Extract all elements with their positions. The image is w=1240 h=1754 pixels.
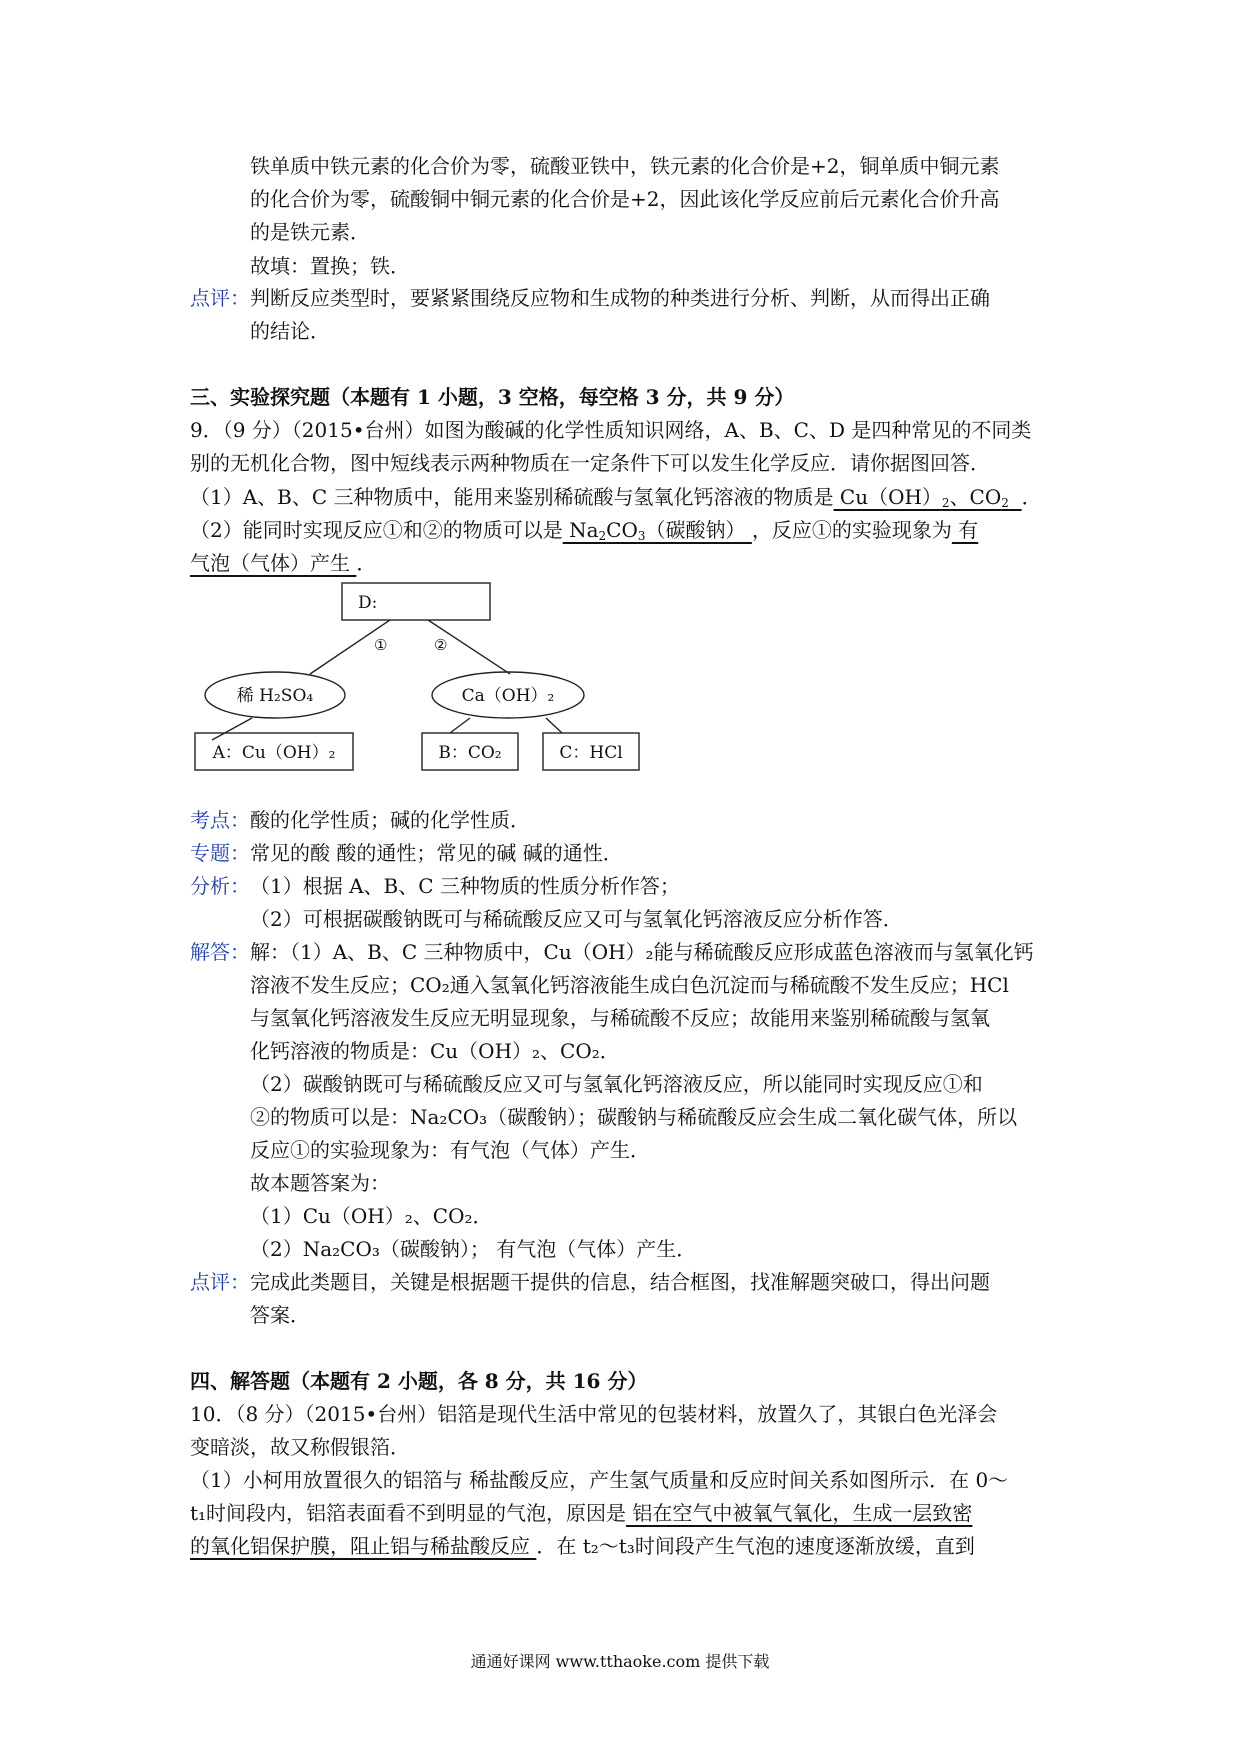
text-line: 故填：置换；铁． [250, 254, 410, 278]
answer-blank: $Cu(OH)_2$、$CO_2$ [833, 485, 1009, 510]
jieda-text: ②的物质可以是：Na₂CO₃（碳酸钠）；碳酸钠与稀硫酸反应会生成二氧化碳气体，所以 [250, 1105, 1018, 1129]
text-line: 的结论． [250, 319, 330, 343]
question-text: 10．（8 分）（2015•台州）铝箔是现代生活中常见的包装材料，放置久了，其银白色光泽会 [190, 1402, 998, 1426]
answer-blank: 铝在空气中被氧气氧化，生成一层致密 [626, 1501, 973, 1525]
dianping-text: 答案． [250, 1303, 310, 1327]
a-label: A：Cu（OH）₂ [212, 743, 336, 763]
answer-blank: $Na_2CO_3$（碳酸钠） [562, 518, 752, 543]
sub-question-2-cont: 气泡（气体）产生 ． [190, 551, 377, 575]
text-line: 的是铁元素． [250, 220, 370, 244]
connector-line [450, 718, 470, 733]
question-text: 别的无机化合物，图中短线表示两种物质在一定条件下可以发生化学反应．请你据图回答． [190, 451, 990, 475]
fenxi-text: （1）根据 A、B、C 三种物质的性质分析作答； [250, 874, 680, 898]
zhuanti-label: 专题： [190, 841, 250, 865]
question-text: t₁时间段内，铝箔表面看不到明显的气泡，原因是 铝在空气中被氧气氧化，生成一层致密 [190, 1501, 973, 1525]
fenxi-label: 分析： [190, 874, 250, 898]
c-label: C：HCl [559, 743, 623, 763]
dianping-text: 完成此类题目，关键是根据题干提供的信息，结合框图，找准解题突破口，得出问题 [250, 1270, 990, 1294]
answer-blank: 有 [951, 518, 979, 542]
question-text: 9．（9 分）（2015•台州）如图为酸碱的化学性质知识网络，A、B、C、D 是四种常见的不同类 [190, 418, 1032, 442]
jieda-text: （1）Cu（OH）₂、CO₂． [250, 1204, 493, 1228]
sub-question-2: （2）能同时实现反应①和②的物质可以是 $Na_2CO_3$（碳酸钠） ，反应①的实验现象为 有 [190, 518, 979, 543]
question-text: 的氧化铝保护膜，阻止铝与稀盐酸反应 ．在 t₂～t₃时间段产生气泡的速度逐渐放缓，直到 [190, 1534, 975, 1558]
jieda-text: （2）Na₂CO₃（碳酸钠）； 有气泡（气体）产生． [250, 1237, 697, 1261]
jieda-text: 反应①的实验现象为：有气泡（气体）产生． [250, 1138, 650, 1162]
kaodian-label: 考点： [190, 808, 250, 832]
jieda-text: 解：（1）A、B、C 三种物质中，Cu（OH）₂能与稀硫酸反应形成蓝色溶液而与氢氧化钙 [250, 940, 1034, 964]
reaction-mark-1: ① [374, 636, 388, 654]
jieda-text: 与氢氧化钙溶液发生反应无明显现象，与稀硫酸不反应；故能用来鉴别稀硫酸与氢氧 [250, 1006, 990, 1030]
text-line: 的化合价为零，硫酸铜中铜元素的化合价是+2，因此该化学反应前后元素化合价升高 [250, 187, 1000, 211]
reaction-diagram [190, 578, 650, 776]
connector-line [546, 718, 562, 733]
text-line: 判断反应类型时，要紧紧围绕反应物和生成物的种类进行分析、判断，从而得出正确 [250, 286, 990, 310]
answer-blank: 气泡（气体）产生 [190, 551, 357, 575]
sub-question-1: （1）A、B、C 三种物质中，能用来鉴别稀硫酸与氢氧化钙溶液的物质是 $Cu(OH)_2$、$CO_2$ ． [190, 485, 1042, 510]
reaction-mark-2: ② [434, 636, 448, 654]
dianping-label: 点评： [190, 1270, 250, 1294]
connector-line [212, 718, 252, 740]
jieda-text: 故本题答案为： [250, 1171, 390, 1195]
jieda-label: 解答： [190, 940, 250, 964]
base-label: Ca（OH）₂ [461, 686, 555, 706]
jieda-text: （2）碳酸钠既可与稀硫酸反应又可与氢氧化钙溶液反应，所以能同时实现反应①和 [250, 1072, 983, 1096]
fenxi-text: （2）可根据碳酸钠既可与稀硫酸反应又可与氢氧化钙溶液反应分析作答． [250, 907, 903, 931]
acid-label: 稀 H₂SO₄ [236, 686, 314, 706]
jieda-text: 溶液不发生反应；CO₂通入氢氧化钙溶液能生成白色沉淀而与稀硫酸不发生反应；HCl [250, 973, 1009, 997]
section-heading: 三、实验探究题（本题有 1 小题，3 空格，每空格 3 分，共 9 分） [190, 385, 795, 409]
question-text: 变暗淡，故又称假银箔． [190, 1435, 410, 1459]
text-line: 铁单质中铁元素的化合价为零，硫酸亚铁中，铁元素的化合价是+2，铜单质中铜元素 [250, 154, 1000, 178]
answer-blank: 的氧化铝保护膜，阻止铝与稀盐酸反应 [190, 1534, 537, 1558]
zhuanti-text: 常见的酸 酸的通性；常见的碱 碱的通性． [250, 841, 623, 865]
page-footer: 通通好课网 www.tthaoke.com 提供下载 [470, 1652, 770, 1671]
d-label: D: [358, 593, 378, 613]
section-heading: 四、解答题（本题有 2 小题，各 8 分，共 16 分） [190, 1369, 648, 1393]
b-label: B：CO₂ [438, 743, 502, 763]
sub-question-text: （1）A、B、C 三种物质中，能用来鉴别稀硫酸与氢氧化钙溶液的物质是 [190, 485, 834, 509]
comment-label: 点评： [190, 286, 250, 310]
question-text: （1）小柯用放置很久的铝箔与 稀盐酸反应，产生氢气质量和反应时间关系如图所示．在 0～ [190, 1468, 1009, 1492]
kaodian-text: 酸的化学性质；碱的化学性质． [250, 808, 530, 832]
jieda-text: 化钙溶液的物质是：Cu（OH）₂、CO₂． [250, 1039, 620, 1063]
